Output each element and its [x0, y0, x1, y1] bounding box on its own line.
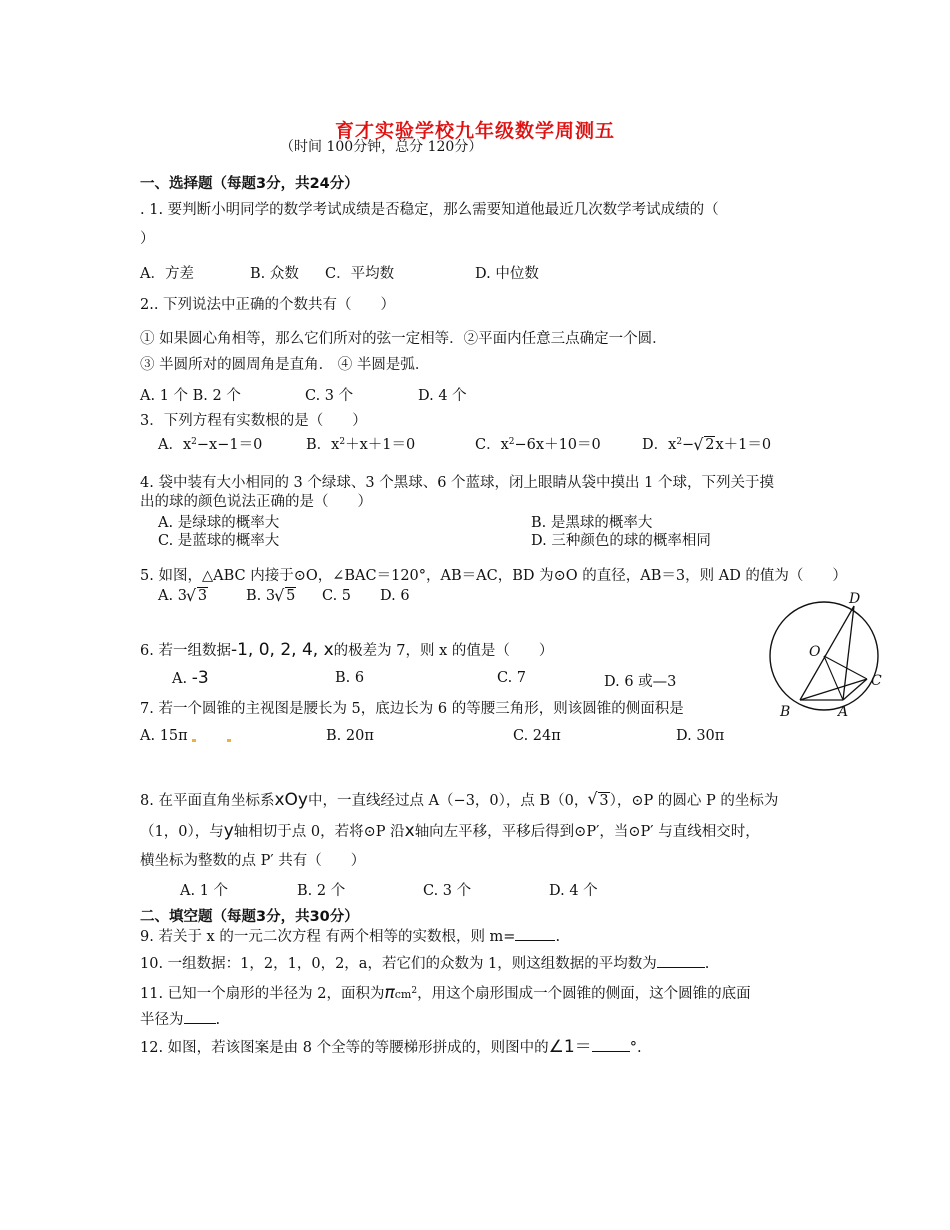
question-11-line-1: 11. 已知一个扇形的半径为 2，面积为πcm$^2$，用这个扇形围成一个圆锥的侧面，这个圆锥的底面: [140, 983, 751, 1003]
q4-option-c: C. 是蓝球的概率大: [158, 533, 280, 549]
q4-option-b: B. 是黑球的概率大: [531, 515, 653, 531]
decoration-mark: [227, 739, 231, 742]
question-10: 10. 一组数据：1，2，1，0，2，a，若它们的众数为 1，则这组数据的平均数为 .: [140, 956, 710, 972]
q7-option-a: A. 15π: [140, 728, 231, 744]
q4-option-d: D. 三种颜色的球的概率相同: [531, 533, 711, 549]
q7-option-c: C. 24π: [513, 728, 561, 744]
q3-option-b: B．$x^2+x+1=0$: [306, 437, 416, 453]
question-3: 3．下列方程有实数根的是（ ）: [140, 413, 367, 429]
answer-blank: [515, 940, 555, 941]
question-4-line-2: 出的球的颜色说法正确的是（ ）: [140, 494, 372, 510]
q8-option-d: D. 4 个: [549, 883, 598, 899]
q2-option-d: D. 4 个: [418, 388, 467, 404]
label-b: B: [780, 704, 791, 720]
q5-option-b: B. 3√ 5: [246, 588, 296, 604]
q5-option-a: A. 3√ 3: [158, 588, 208, 604]
q4-option-a: A. 是绿球的概率大: [158, 515, 280, 531]
q6-option-d: D. 6 或—3: [604, 674, 677, 690]
q1-option-a: A．方差: [140, 266, 194, 282]
question-12: 12. 如图，若该图案是由 8 个全等的等腰梯形拼成的，则图中的∠1＝ °.: [140, 1037, 642, 1057]
q6-option-c: C. 7: [497, 670, 527, 686]
circle-geometry-figure: [760, 590, 900, 725]
q7-option-d: D. 30π: [676, 728, 725, 744]
section-2-heading: 二、填空题（每题3分，共30分）: [140, 909, 359, 925]
q6-option-b: B. 6: [335, 670, 365, 686]
label-c: C: [871, 673, 882, 689]
q8-option-a: A. 1 个: [180, 883, 229, 899]
answer-blank: [592, 1051, 630, 1052]
q8-option-b: B. 2 个: [297, 883, 346, 899]
q2-option-c: C. 3 个: [305, 388, 354, 404]
sqrt-symbol: √ 3: [187, 588, 208, 604]
label-a: A: [838, 704, 849, 720]
section-1-heading: 一、选择题（每题3分，共24分）: [140, 176, 359, 192]
q7-option-b: B. 20π: [326, 728, 374, 744]
decoration-mark: [192, 739, 196, 742]
sqrt-symbol: √ 3: [588, 791, 609, 811]
question-8-line-1: 8. 在平面直角坐标系xOy中，一直线经过点 A（−3，0），点 B（0，√ 3），⊙P 的圆心 P 的坐标为: [140, 790, 778, 811]
exam-title: 育才实验学校九年级数学周测五: [334, 120, 615, 142]
q1-option-b: B. 众数: [250, 266, 299, 282]
q8-option-c: C. 3 个: [423, 883, 472, 899]
exam-subtitle: （时间 100分钟，总分 120分）: [280, 139, 483, 155]
label-o: O: [809, 644, 821, 660]
q1-option-d: D. 中位数: [475, 266, 539, 282]
q6-option-a: A. -3: [172, 668, 209, 688]
question-8-line-3: 横坐标为整数的点 P′ 共有（ ）: [140, 853, 366, 869]
question-5: 5. 如图，△ABC 内接于⊙O，∠BAC＝120°，AB＝AC，BD 为⊙O 的直径，AB＝3，则 AD 的值为（ ）: [140, 568, 847, 584]
question-9: 9. 若关于 x 的一元二次方程 有两个相等的实数根，则 m= .: [140, 929, 561, 945]
sqrt-symbol: √ 2: [694, 437, 715, 453]
question-11-line-2: 半径为 .: [140, 1012, 221, 1028]
q3-option-a: A．$x^2-x-1=0$: [158, 437, 263, 453]
q3-option-c: C．$x^2-6x+10=0$: [475, 437, 601, 453]
question-2-line-1: ① 如果圆心角相等，那么它们所对的弦一定相等．②平面内任意三点确定一个圆．: [140, 331, 667, 347]
q6-data-set: -1, 0, 2, 4, x: [230, 640, 334, 660]
question-1: . 1. 要判断小明同学的数学考试成绩是否稳定，那么需要知道他最近几次数学考试成绩的（: [140, 202, 719, 218]
question-2-line-2: ③ 半圆所对的圆周角是直角． ④ 半圆是弧．: [140, 357, 430, 373]
question-1-cont: ）: [140, 231, 155, 247]
segment-oa: [824, 656, 843, 700]
question-7: 7. 若一个圆锥的主视图是腰长为 5，底边长为 6 的等腰三角形，则该圆锥的侧面积是: [140, 701, 684, 717]
q2-option-ab: A. 1 个 B. 2 个: [140, 388, 241, 404]
q5-option-d: D. 6: [380, 588, 410, 604]
answer-blank: [657, 967, 705, 968]
question-6: 6. 若一组数据-1, 0, 2, 4, x的极差为 7，则 x 的值是（ ）: [140, 640, 554, 660]
answer-blank: [184, 1023, 216, 1024]
question-2: 2.. 下列说法中正确的个数共有（ ）: [140, 297, 396, 313]
label-d: D: [849, 591, 861, 607]
q1-option-c: C．平均数: [325, 266, 395, 282]
question-4-line-1: 4. 袋中装有大小相同的 3 个绿球、3 个黑球、6 个蓝球，闭上眼睛从袋中摸出 1 个球，下列关于摸: [140, 475, 774, 491]
q5-option-c: C. 5: [322, 588, 352, 604]
q3-option-d: D．$x^2-√$ 2x＋1＝0: [642, 433, 771, 454]
question-8-line-2: （1，0），与y轴相切于点 0，若将⊙P 沿x轴向左平移，平移后得到⊙P′，当⊙P′ 与直线相交时，: [140, 821, 760, 841]
sqrt-symbol: √ 5: [275, 588, 296, 604]
